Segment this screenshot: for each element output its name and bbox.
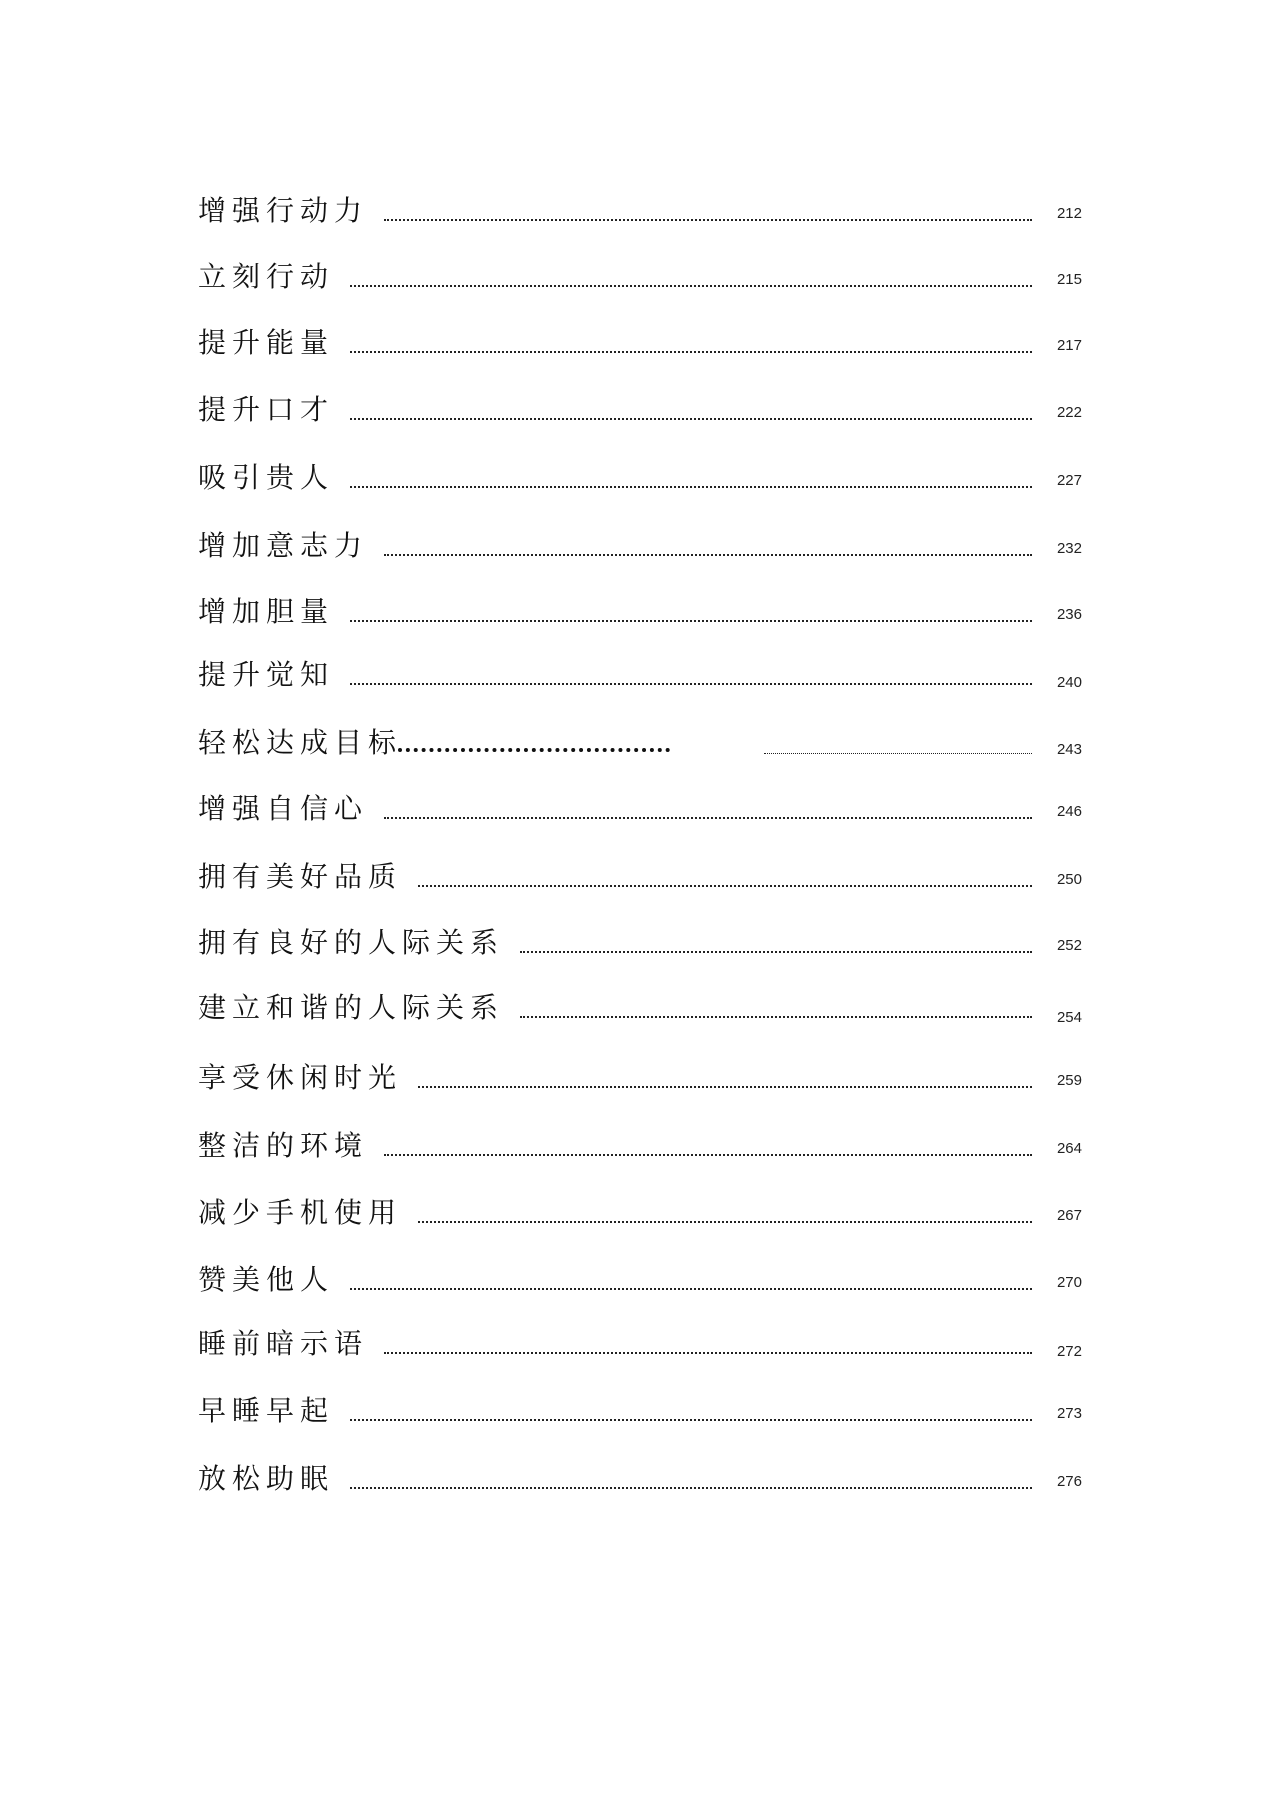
toc-entry-page: 254 (1056, 1009, 1082, 1026)
toc-entry[interactable] (198, 458, 1082, 502)
dot-leader (350, 418, 1032, 420)
toc-entry[interactable] (198, 1126, 1082, 1170)
toc-entry[interactable] (198, 257, 1082, 301)
toc-entry-page: 267 (1056, 1207, 1082, 1224)
toc-entry[interactable] (198, 592, 1082, 636)
toc-entry-page: 212 (1056, 205, 1082, 222)
toc-entry-title: 赞美他人 (198, 1260, 346, 1300)
toc-entry-title: 减少手机使用 (198, 1193, 414, 1233)
toc-entry[interactable] (198, 323, 1082, 367)
toc-entry-page: 264 (1056, 1140, 1082, 1157)
bold-dot-leader (398, 748, 670, 752)
toc-entry-title: 放松助眠 (198, 1459, 346, 1499)
dot-leader (520, 951, 1032, 953)
toc-entry-title: 提升觉知 (198, 655, 346, 695)
toc-entry-page: 270 (1056, 1274, 1082, 1291)
dot-leader (350, 1288, 1032, 1290)
toc-entry[interactable] (198, 1058, 1082, 1102)
toc-entry-page: 227 (1056, 472, 1082, 489)
toc-entry[interactable] (198, 1260, 1082, 1304)
toc-entry-page: 250 (1056, 871, 1082, 888)
dot-leader (350, 620, 1032, 622)
dot-leader (350, 1487, 1032, 1489)
toc-entry-page: 222 (1056, 404, 1082, 421)
toc-entry-page: 272 (1056, 1343, 1082, 1360)
dot-leader (350, 1419, 1032, 1421)
toc-entry[interactable] (198, 1459, 1082, 1503)
toc-entry[interactable] (198, 1391, 1082, 1435)
toc-entry-page: 215 (1056, 271, 1082, 288)
toc-entry[interactable] (198, 1324, 1082, 1368)
toc-entry[interactable] (198, 988, 1082, 1032)
toc-entry-title: 拥有美好品质 (198, 857, 414, 897)
toc-entry-title: 提升能量 (198, 323, 346, 363)
toc-entry[interactable] (198, 857, 1082, 901)
toc-entry-page: 252 (1056, 937, 1082, 954)
toc-entry-page: 246 (1056, 803, 1082, 820)
toc-entry-title: 拥有良好的人际关系 (198, 923, 516, 963)
toc-entry-title: 整洁的环境 (198, 1126, 380, 1166)
toc-entry-page: 217 (1056, 337, 1082, 354)
toc-entry-page: 259 (1056, 1072, 1082, 1089)
toc-entry[interactable] (198, 789, 1082, 833)
dot-leader (418, 885, 1032, 887)
dot-leader (418, 1221, 1032, 1223)
dot-leader (384, 1154, 1032, 1156)
toc-entry-page: 276 (1056, 1473, 1082, 1490)
toc-entry-page: 243 (1056, 741, 1082, 758)
toc-entry-page: 232 (1056, 540, 1082, 557)
toc-entry[interactable] (198, 526, 1082, 570)
dot-leader (384, 1352, 1032, 1354)
toc-entry[interactable] (198, 191, 1082, 235)
dot-leader (384, 219, 1032, 221)
toc-entry-title: 睡前暗示语 (198, 1324, 380, 1364)
toc-entry-page: 273 (1056, 1405, 1082, 1422)
toc-entry[interactable] (198, 923, 1082, 967)
dot-leader (350, 486, 1032, 488)
toc-entry-title: 增强行动力 (198, 191, 380, 231)
toc-entry-page: 236 (1056, 606, 1082, 623)
toc-entry-title: 建立和谐的人际关系 (198, 988, 516, 1028)
toc-entry[interactable] (198, 723, 1082, 767)
toc-entry-title: 吸引贵人 (198, 458, 346, 498)
toc-entry-title: 立刻行动 (198, 257, 346, 297)
toc-entry-title: 增加胆量 (198, 592, 346, 632)
toc-entry-title: 提升口才 (198, 390, 346, 430)
toc-entry-title: 轻松达成目标 (198, 723, 402, 763)
dot-leader (350, 683, 1032, 685)
toc-entry[interactable] (198, 655, 1082, 699)
dot-leader (350, 351, 1032, 353)
dot-leader (350, 285, 1032, 287)
toc-entry-title: 享受休闲时光 (198, 1058, 414, 1098)
dot-leader (418, 1086, 1032, 1088)
toc-entry-page: 240 (1056, 674, 1082, 691)
toc-entry[interactable] (198, 1193, 1082, 1237)
dot-leader (764, 753, 1032, 754)
toc-entry-title: 增强自信心 (198, 789, 380, 829)
toc-entry[interactable] (198, 390, 1082, 434)
dot-leader (384, 554, 1032, 556)
dot-leader (520, 1016, 1032, 1018)
toc-entry-title: 增加意志力 (198, 526, 380, 566)
dot-leader (384, 817, 1032, 819)
toc-entry-title: 早睡早起 (198, 1391, 346, 1431)
